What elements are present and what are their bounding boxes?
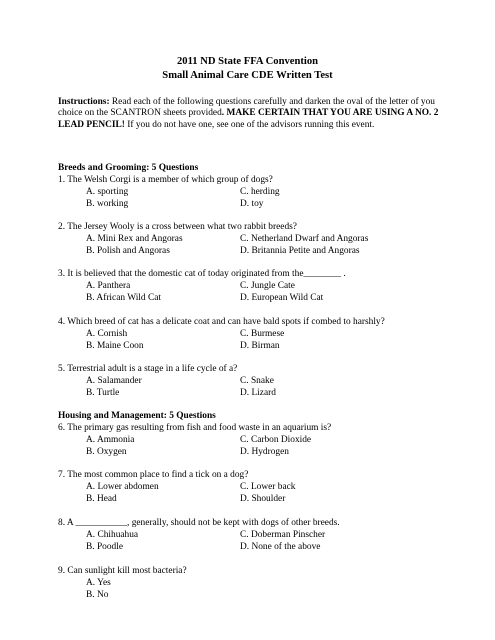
section-heading-breeds-grooming: Breeds and Grooming: 5 Questions (58, 163, 199, 173)
option-c: C. Lower back (240, 482, 296, 492)
option-a: A. Salamander (86, 376, 142, 386)
option-c: C. Jungle Cate (240, 281, 295, 291)
instructions-text-1: Read each of the following questions carefully and darken the oval of the letter of you choice on the SCANTRON sheets provided (58, 97, 435, 119)
question-6: 6. The primary gas resulting from fish and food waste in an aquarium is? (58, 423, 332, 433)
section-heading-housing-management: Housing and Management: 5 Questions (58, 411, 216, 421)
question-9: 9. Can sunlight kill most bacteria? (58, 566, 187, 576)
option-d: D. Birman (240, 341, 280, 351)
option-c: C. Snake (240, 376, 274, 386)
question-7: 7. The most common place to find a tick on a dog? (58, 470, 249, 480)
option-b: B. Polish and Angoras (86, 246, 170, 256)
question-8-suffix: , generally, should not be kept with dogs of other breeds. (127, 518, 340, 528)
option-c: C. Burmese (240, 329, 285, 339)
document-title: 2011 ND State FFA Convention (176, 56, 319, 67)
option-c: C. Carbon Dioxide (240, 435, 312, 445)
option-d: D. European Wild Cat (240, 293, 324, 303)
option-b: B. Head (86, 494, 117, 504)
option-d: D. Lizard (240, 388, 276, 398)
instructions-paragraph (58, 97, 442, 131)
option-a: A. Chihuahua (86, 530, 139, 540)
option-b: B. Oxygen (86, 447, 127, 457)
option-a: A. Ammonia (86, 435, 135, 445)
instructions-label: Instructions: (58, 97, 110, 107)
option-a: A. Yes (86, 578, 111, 588)
option-d: D. None of the above (240, 542, 321, 552)
option-a: A. Panthera (86, 281, 131, 291)
option-b: B. African Wild Cat (86, 293, 161, 303)
option-b: B. No (86, 590, 109, 600)
option-d: D. toy (240, 199, 264, 209)
question-1: 1. The Welsh Corgi is a member of which group of dogs? (58, 175, 273, 185)
option-c: C. herding (240, 187, 280, 197)
option-d: D. Britannia Petite and Angoras (240, 246, 360, 256)
option-a: A. Cornish (86, 329, 128, 339)
option-b: B. working (86, 199, 129, 209)
option-d: D. Shoulder (240, 494, 286, 504)
question-8-prefix: 8. A (58, 518, 76, 528)
fill-in-blank: ___________ (75, 518, 128, 528)
option-c: C. Doberman Pinscher (240, 530, 326, 540)
document-subtitle: Small Animal Care CDE Written Test (162, 70, 333, 81)
option-a: A. sporting (86, 187, 129, 197)
question-8 (58, 518, 448, 530)
question-2: 2. The Jersey Wooly is a cross between what two rabbit breeds? (58, 222, 297, 232)
option-a: A. Lower abdomen (86, 482, 159, 492)
option-b: B. Turtle (86, 388, 120, 398)
option-b: B. Poodle (86, 542, 123, 552)
question-4: 4. Which breed of cat has a delicate coat and can have bald spots if combed to harshly? (58, 317, 385, 327)
question-5: 5. Terrestrial adult is a stage in a life cycle of a? (58, 364, 238, 374)
instructions-text-2: If you do not have one, see one of the advisors running this event. (124, 119, 375, 130)
option-a: A. Mini Rex and Angoras (86, 234, 183, 244)
instructions-bold-text: . MAKE CERTAIN THAT YOU ARE USING A NO. 2 LEAD PENCIL! (58, 108, 439, 130)
option-b: B. Maine Coon (86, 341, 144, 351)
question-3: 3. It is believed that the domestic cat of today originated from the________ . (58, 269, 346, 279)
option-d: D. Hydrogen (240, 447, 289, 457)
option-c: C. Netherland Dwarf and Angoras (240, 234, 369, 244)
